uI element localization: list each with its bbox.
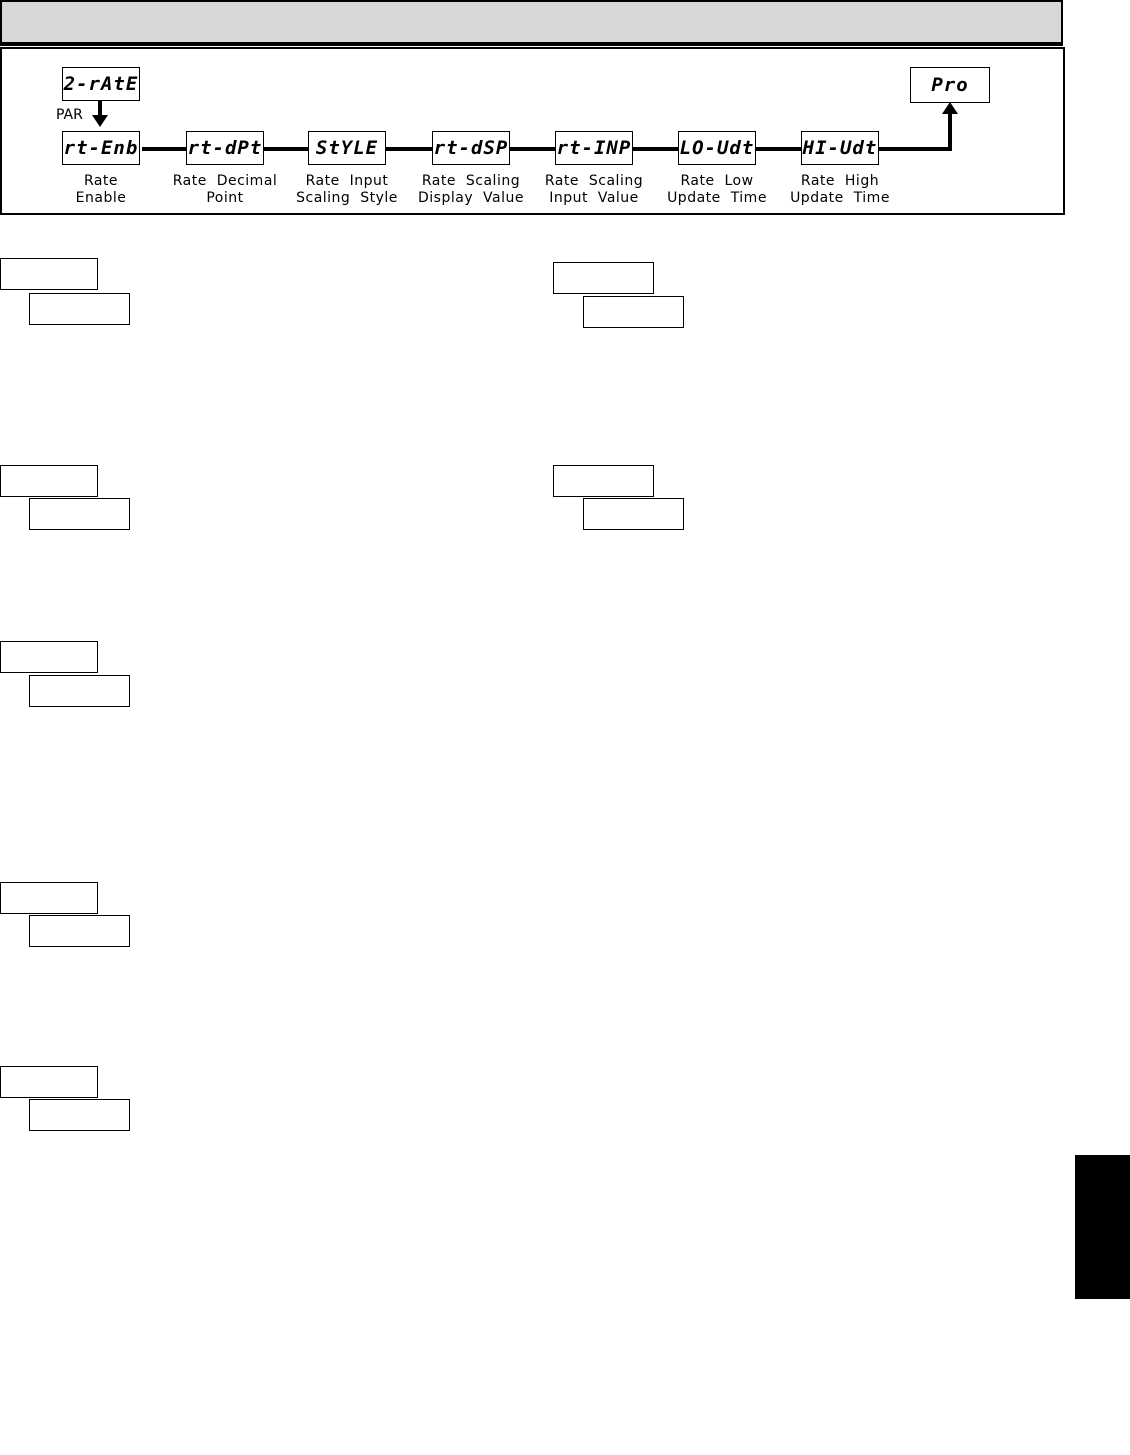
step-caption: Rate Scaling Input Value [544, 173, 644, 206]
parameter-flow-diagram [0, 47, 1065, 215]
parameter-box [553, 465, 654, 497]
parameter-value-box [29, 1099, 130, 1131]
step-display: LO-Udt [678, 131, 756, 165]
parameter-value-box [583, 498, 684, 530]
end-display: Pro [910, 67, 990, 103]
start-display: 2-rAtE [62, 67, 140, 101]
up-arrow-icon [942, 102, 958, 116]
parameter-box [0, 641, 98, 673]
down-arrow-icon [92, 115, 108, 129]
step-caption: Rate Input Scaling Style [296, 173, 398, 206]
step-display: rt-INP [555, 131, 633, 165]
parameter-box [0, 882, 98, 914]
step-caption: Rate Low Update Time [667, 173, 767, 206]
step-display: HI-Udt [801, 131, 879, 165]
section-tab-marker [1075, 1155, 1130, 1299]
parameter-value-box [29, 675, 130, 707]
parameter-box [553, 262, 654, 294]
step-display: rt-dPt [186, 131, 264, 165]
step-caption: Rate Enable [75, 173, 127, 206]
step-display: rt-Enb [62, 131, 140, 165]
step-caption: Rate Decimal Point [172, 173, 278, 206]
parameter-value-box [29, 915, 130, 947]
parameter-value-box [583, 296, 684, 328]
parameter-box [0, 1066, 98, 1098]
parameter-box [0, 465, 98, 497]
parameter-box [0, 258, 98, 290]
parameter-value-box [29, 498, 130, 530]
par-key-label: PAR [56, 107, 83, 123]
step-display: rt-dSP [432, 131, 510, 165]
header-bar [0, 0, 1063, 46]
parameter-value-box [29, 293, 130, 325]
step-caption: Rate High Update Time [790, 173, 890, 206]
step-display: StYLE [308, 131, 386, 165]
step-caption: Rate Scaling Display Value [418, 173, 524, 206]
